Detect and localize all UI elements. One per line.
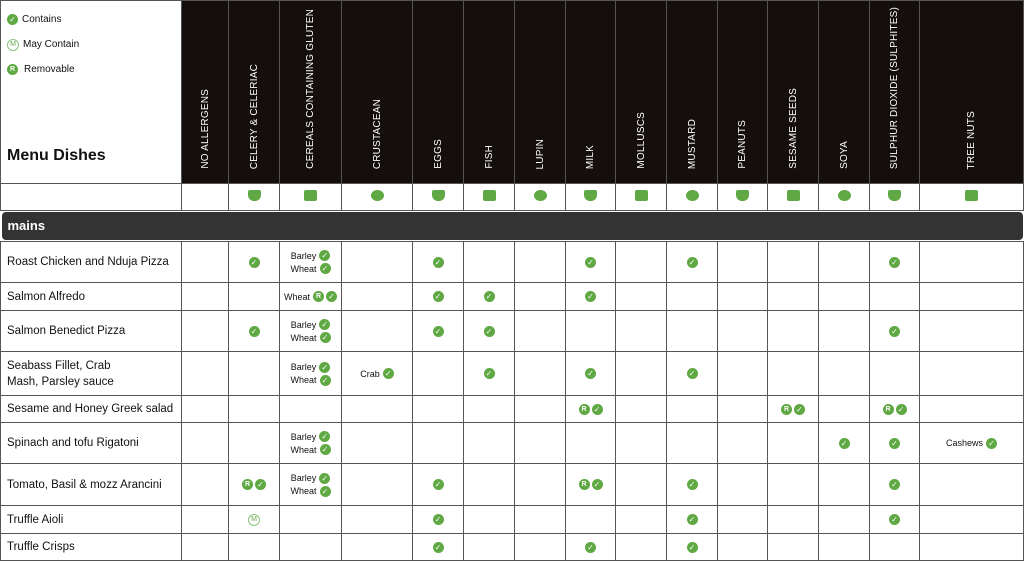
allergen-cell [616,534,667,561]
allergen-cell [342,396,413,423]
allergen-cell [342,423,413,464]
allergen-label: CRUSTACEAN [371,98,383,169]
allergen-cell [280,283,342,311]
allergen-cell [464,311,515,352]
allergen-cell [182,396,229,423]
dish-name: Salmon Alfredo [1,283,182,311]
allergen-cell [182,242,229,283]
allergen-cell [464,396,515,423]
allergen-label: SOYA [838,141,850,169]
allergen-header [870,1,920,184]
table-row [1,506,1024,534]
check-icon: ✓ [794,404,805,415]
sub-ingredient-label: Barley [290,473,317,483]
check-icon: ✓ [433,257,444,268]
allergen-cell [182,464,229,506]
allergen-cell [566,534,616,561]
allergen-label: SESAME SEEDS [787,88,799,169]
allergen-header [616,1,667,184]
check-icon: ✓ [889,479,900,490]
removable-icon: R [579,479,590,490]
allergen-cell [342,242,413,283]
allergen-cell [870,311,920,352]
allergen-cell [280,352,342,396]
allergen-icon-cell [718,184,768,211]
allergen-cell [718,534,768,561]
allergen-cell [819,464,870,506]
allergen-label: MOLLUSCS [635,112,647,169]
allergen-cell [464,464,515,506]
allergen-cell [718,283,768,311]
allergen-cell [667,506,718,534]
table-row [1,311,1024,352]
allergen-cell [229,242,280,283]
check-icon: ✓ [255,479,266,490]
soya-icon [838,190,851,201]
allergen-cell [280,396,342,423]
check-icon: ✓ [319,431,330,442]
allergen-cell [667,352,718,396]
sub-ingredient-label: Wheat [290,486,317,496]
allergen-cell [182,352,229,396]
allergen-cell [920,506,1024,534]
allergen-cell [870,283,920,311]
wheat-icon [304,190,317,201]
lupin-icon [534,190,547,201]
allergen-cell [870,534,920,561]
allergen-cell [819,283,870,311]
allergen-cell [667,311,718,352]
allergen-cell [413,534,464,561]
removable-icon: R [883,404,894,415]
allergen-cell [768,506,819,534]
molluscs-icon [635,190,648,201]
milk-icon [584,190,597,201]
check-icon: ✓ [433,479,444,490]
dish-name: Sesame and Honey Greek salad [1,396,182,423]
allergen-cell [280,506,342,534]
dish-name: Roast Chicken and Nduja Pizza [1,242,182,283]
allergen-cell [616,396,667,423]
allergen-cell [515,506,566,534]
allergen-label: EGGS [432,139,444,169]
allergen-cell [920,534,1024,561]
allergen-cell [718,352,768,396]
allergen-cell [768,283,819,311]
allergen-cell [280,464,342,506]
allergen-cell [342,534,413,561]
allergen-cell [920,423,1024,464]
celery-icon [248,190,261,201]
allergen-label: CELERY & CELERIAC [248,63,260,169]
check-icon: ✓ [7,14,18,25]
removable-icon: R [7,64,18,75]
check-icon: ✓ [687,257,698,268]
allergen-cell [566,311,616,352]
check-icon: ✓ [585,291,596,302]
check-icon: ✓ [249,257,260,268]
dish-name: Truffle Crisps [1,534,182,561]
allergen-cell [718,311,768,352]
allergen-cell [768,464,819,506]
allergen-icon-cell [280,184,342,211]
allergen-cell [182,534,229,561]
check-icon: ✓ [484,291,495,302]
allergen-cell [870,396,920,423]
check-icon: ✓ [889,438,900,449]
check-icon: ✓ [585,257,596,268]
allergen-cell [342,464,413,506]
allergen-header-row [1,1,1024,184]
check-icon: ✓ [585,368,596,379]
allergen-label: MILK [585,144,596,169]
page-title: Menu Dishes [7,147,106,164]
allergen-cell [819,396,870,423]
allergen-cell [182,311,229,352]
table-row [1,464,1024,506]
allergen-cell [616,242,667,283]
eggs-icon [432,190,445,201]
sub-ingredient-label: Wheat [290,375,317,385]
allergen-cell [280,311,342,352]
check-icon: ✓ [889,514,900,525]
allergen-icon-cell [342,184,413,211]
allergen-label: CEREALS CONTAINING GLUTEN [305,9,316,169]
allergen-header [819,1,870,184]
removable-icon: R [242,479,253,490]
allergen-header [280,1,342,184]
check-icon: ✓ [433,326,444,337]
allergen-cell [566,242,616,283]
check-icon: ✓ [433,542,444,553]
sub-ingredient-label: Cashews [945,438,983,448]
section-row [1,211,1024,242]
allergen-cell [413,423,464,464]
allergen-cell [515,242,566,283]
table-row [1,352,1024,396]
mustard-icon [686,190,699,201]
allergen-label: SULPHUR DIOXIDE (SULPHITES) [889,6,900,169]
allergen-cell [616,464,667,506]
check-icon: ✓ [585,542,596,553]
allergen-cell [667,423,718,464]
may-contain-icon: M [248,514,260,526]
allergen-cell [667,396,718,423]
allergen-icon-cell [768,184,819,211]
check-icon: ✓ [320,375,331,386]
allergen-cell [566,506,616,534]
allergen-header [566,1,616,184]
tree-nuts-icon [965,190,978,201]
allergen-label: FISH [483,145,495,169]
sub-ingredient-label: Wheat [290,263,317,274]
allergen-header [667,1,718,184]
allergen-cell [566,396,616,423]
allergen-cell [413,283,464,311]
removable-icon: R [313,291,324,302]
allergen-icon-cell [667,184,718,211]
allergen-cell [667,464,718,506]
allergen-cell [464,242,515,283]
legend-removable: R Removable [7,57,181,82]
check-icon: ✓ [320,263,331,274]
allergen-cell [870,423,920,464]
check-icon: ✓ [320,332,331,343]
check-icon: ✓ [986,438,997,449]
allergen-header [182,1,229,184]
check-icon: ✓ [433,514,444,525]
check-icon: ✓ [896,404,907,415]
allergen-cell [566,464,616,506]
allergen-cell [280,423,342,464]
allergen-cell [667,283,718,311]
legend-panel [1,1,182,184]
legend-may-contain: M May Contain [7,32,181,57]
allergen-cell [413,311,464,352]
check-icon: ✓ [319,473,330,484]
allergen-cell [515,352,566,396]
allergen-header [229,1,280,184]
check-icon: ✓ [889,326,900,337]
allergen-cell [768,534,819,561]
section-title: mains [2,212,1023,240]
allergen-cell [280,534,342,561]
allergen-header [342,1,413,184]
allergen-cell [464,283,515,311]
check-icon: ✓ [320,444,331,455]
allergen-icon-cell [616,184,667,211]
crustacean-icon [371,190,384,201]
allergen-icon-cell [819,184,870,211]
allergen-cell [920,283,1024,311]
allergen-cell [566,283,616,311]
allergen-cell [464,534,515,561]
allergen-cell [413,506,464,534]
allergen-cell [870,464,920,506]
allergen-cell [229,311,280,352]
allergen-header [768,1,819,184]
allergen-cell [515,396,566,423]
allergen-cell [870,506,920,534]
allergen-cell [920,464,1024,506]
check-icon: ✓ [889,257,900,268]
allergen-header [718,1,768,184]
check-icon: ✓ [326,291,337,302]
allergen-cell [920,242,1024,283]
allergen-cell [464,423,515,464]
allergen-cell [515,311,566,352]
check-icon: ✓ [320,486,331,497]
table-row [1,283,1024,311]
allergen-cell [819,242,870,283]
allergen-header [920,1,1024,184]
check-icon: ✓ [319,362,330,373]
allergen-cell [280,242,342,283]
allergen-cell [182,506,229,534]
dish-name: Seabass Fillet, Crab Mash, Parsley sauce [1,352,182,396]
check-icon: ✓ [383,368,394,379]
table-row [1,242,1024,283]
allergen-cell [768,242,819,283]
allergen-cell [667,534,718,561]
sub-ingredient-label: Barley [290,250,317,261]
allergen-cell [229,464,280,506]
allergen-cell [920,352,1024,396]
icon-row-spacer [1,184,182,211]
dish-name: Salmon Benedict Pizza [1,311,182,352]
allergen-label: LUPIN [534,138,546,169]
allergen-cell [819,423,870,464]
sub-ingredient-label: Wheat [290,444,317,455]
check-icon: ✓ [484,368,495,379]
allergen-cell [819,534,870,561]
allergen-cell [515,423,566,464]
allergen-icon-cell [182,184,229,211]
allergen-icon-cell [515,184,566,211]
allergen-cell [342,283,413,311]
allergen-cell [515,534,566,561]
allergen-cell [718,464,768,506]
dish-name: Tomato, Basil & mozz Arancini [1,464,182,506]
allergen-cell [182,283,229,311]
allergen-cell [718,242,768,283]
may-contain-icon: M [7,39,19,51]
allergen-cell [768,352,819,396]
check-icon: ✓ [687,542,698,553]
allergen-cell [768,423,819,464]
allergen-cell [464,352,515,396]
allergen-cell [413,396,464,423]
allergen-icon-cell [413,184,464,211]
allergen-cell [768,396,819,423]
allergen-label: MUSTARD [686,118,698,169]
allergen-header [413,1,464,184]
allergen-cell [229,423,280,464]
allergen-cell [870,242,920,283]
allergen-cell [616,311,667,352]
allergen-cell [768,311,819,352]
allergen-cell [413,352,464,396]
allergen-cell [667,242,718,283]
allergen-label: TREE NUTS [966,110,977,169]
allergen-cell [229,283,280,311]
check-icon: ✓ [592,479,603,490]
check-icon: ✓ [319,319,330,330]
check-icon: ✓ [249,326,260,337]
check-icon: ✓ [433,291,444,302]
allergen-cell [566,352,616,396]
allergen-header [464,1,515,184]
check-icon: ✓ [687,368,698,379]
sub-ingredient-label: Barley [290,362,317,372]
allergen-cell [229,534,280,561]
legend-contains: ✓ Contains [7,7,181,32]
sub-ingredient-label: Wheat [290,332,317,343]
allergen-cell [718,506,768,534]
check-icon: ✓ [319,250,330,261]
allergen-cell [616,283,667,311]
sub-ingredient-label: Barley [290,431,317,442]
check-icon: ✓ [687,479,698,490]
allergen-label: NO ALLERGENS [199,89,211,169]
allergen-cell [229,506,280,534]
allergen-cell [616,352,667,396]
allergen-cell [229,396,280,423]
check-icon: ✓ [687,514,698,525]
allergen-icon-cell [229,184,280,211]
allergen-cell [229,352,280,396]
allergen-icon-cell [870,184,920,211]
allergen-cell [870,352,920,396]
peanuts-icon [736,190,749,201]
table-row [1,534,1024,561]
dish-name: Truffle Aioli [1,506,182,534]
allergen-icon-cell [464,184,515,211]
sulphites-icon [888,190,901,201]
table-row [1,396,1024,423]
check-icon: ✓ [592,404,603,415]
allergen-cell [566,423,616,464]
allergen-cell [342,352,413,396]
allergen-cell [342,506,413,534]
fish-icon [483,190,496,201]
allergen-icon-row [1,184,1024,211]
removable-icon: R [579,404,590,415]
allergen-cell [464,506,515,534]
allergen-cell [515,283,566,311]
allergen-cell [342,311,413,352]
allergen-label: PEANUTS [737,120,748,169]
allergen-header [515,1,566,184]
dish-name: Spinach and tofu Rigatoni [1,423,182,464]
sesame-icon [787,190,800,201]
allergen-cell [819,506,870,534]
table-row [1,423,1024,464]
allergen-cell [718,423,768,464]
check-icon: ✓ [839,438,850,449]
allergen-cell [413,242,464,283]
allergen-cell [819,311,870,352]
sub-ingredient-label: Wheat [283,291,310,302]
allergen-cell [616,423,667,464]
allergen-cell [413,464,464,506]
allergen-cell [819,352,870,396]
removable-icon: R [781,404,792,415]
sub-ingredient-label: Crab [360,368,380,379]
allergen-cell [616,506,667,534]
allergen-icon-cell [920,184,1024,211]
allergen-cell [182,423,229,464]
allergen-cell [920,311,1024,352]
allergen-cell [515,464,566,506]
sub-ingredient-label: Barley [290,319,317,330]
check-icon: ✓ [484,326,495,337]
allergen-cell [718,396,768,423]
allergen-icon-cell [566,184,616,211]
allergen-cell [920,396,1024,423]
